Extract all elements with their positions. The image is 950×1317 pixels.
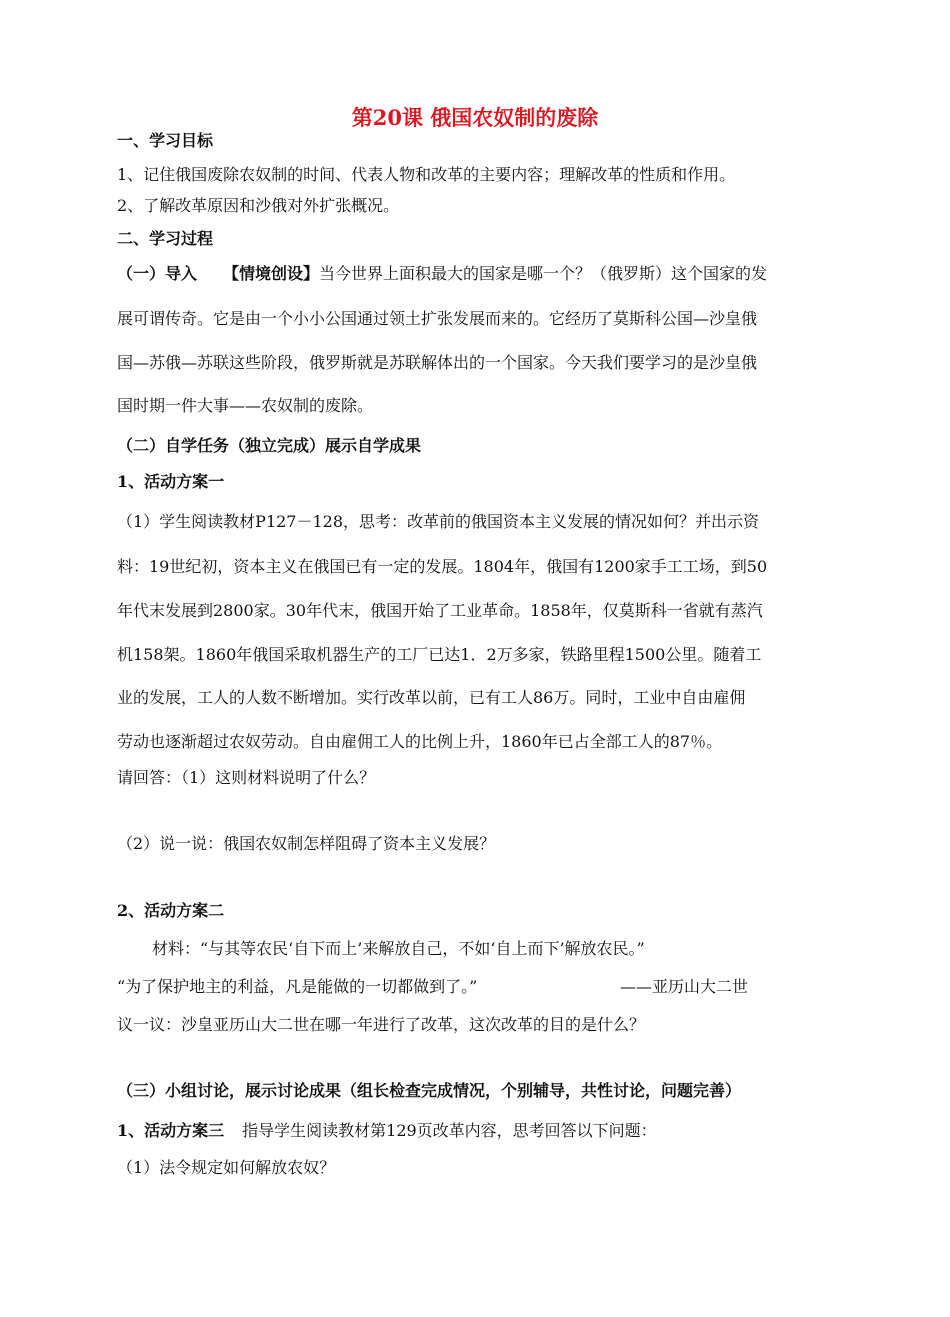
activity-2-material-1: 材料：“与其等农民‘自下而上’来解放自己，不如‘自上而下’解放农民。”: [152, 939, 645, 958]
activity-1-line-4: 机158架。1860年俄国采取机器生产的工厂已达1．2万多家，铁路里程1500公里。随着工: [117, 645, 762, 664]
activity-1-line-5: 业的发展，工人的人数不断增加。实行改革以前，已有工人86万。同时，工业中自由雇佣: [117, 688, 746, 707]
activity-2-attribution: ——亚历山大二世: [620, 977, 749, 996]
activity-2-question: 议一议：沙皇亚历山大二世在哪一年进行了改革，这次改革的目的是什么？: [117, 1015, 646, 1034]
activity-3-heading: 1、活动方案三: [117, 1121, 225, 1140]
intro-paragraph-line-2: 展可谓传奇。它是由一个小小公国通过领土扩张发展而来的。它经历了莫斯科公国—沙皇俄: [117, 309, 758, 328]
activity-2-material-2: “为了保护地主的利益，凡是能做的一切都做到了。”: [117, 977, 478, 996]
activity-1-question-2: （2）说一说：俄国农奴制怎样阻碍了资本主义发展？: [117, 834, 496, 853]
intro-paragraph-line-1: [117, 266, 767, 282]
goal-2: 2、了解改革原因和沙俄对外扩张概况。: [117, 196, 400, 215]
intro-paragraph-line-3: 国—苏俄—苏联这些阶段，俄罗斯就是苏联解体出的一个国家。今天我们要学习的是沙皇俄: [117, 353, 758, 372]
goal-1: 1、记住俄国废除农奴制的时间、代表人物和改革的主要内容；理解改革的性质和作用。: [117, 165, 736, 184]
activity-2-heading: 2、活动方案二: [117, 901, 225, 920]
scenario-label: 【情境创设】: [223, 264, 320, 283]
activity-1-line-6: 劳动也逐渐超过农奴劳动。自由雇佣工人的比例上升，1860年已占全部工人的87％。: [117, 732, 723, 751]
activity-1-heading: 1、活动方案一: [117, 472, 225, 491]
intro-text: 当今世界上面积最大的国家是哪一个？（俄罗斯）这个国家的发: [319, 264, 768, 283]
activity-1-line-2: 料：19世纪初，资本主义在俄国已有一定的发展。1804年，俄国有1200家手工工场，到50: [117, 557, 768, 576]
group-discussion-heading: （三）小组讨论，展示讨论成果（组长检查完成情况，个别辅导，共性讨论，问题完善）: [117, 1081, 742, 1100]
section-heading-goals: 一、学习目标: [117, 131, 214, 150]
activity-3-question-1: （1）法令规定如何解放农奴？: [117, 1158, 336, 1177]
activity-1-line-3: 年代末发展到2800家。30年代末，俄国开始了工业革命。1858年，仅莫斯科一省就有蒸汽: [117, 601, 763, 620]
section-heading-process: 二、学习过程: [117, 229, 214, 248]
intro-label: （一）导入: [117, 264, 198, 283]
activity-3-line: [117, 1123, 657, 1139]
activity-1-question-1: 请回答：（1）这则材料说明了什么？: [117, 768, 376, 787]
activity-1-line-1: （1）学生阅读教材P127－128，思考：改革前的俄国资本主义发展的情况如何？并出示资: [117, 512, 760, 531]
activity-3-text: 指导学生阅读教材第129页改革内容，思考回答以下问题：: [242, 1121, 657, 1140]
intro-paragraph-line-4: 国时期一件大事——农奴制的废除。: [117, 396, 374, 415]
lesson-title: 第20课 俄国农奴制的废除: [351, 105, 599, 130]
self-study-heading: （二）自学任务（独立完成）展示自学成果: [117, 436, 422, 455]
